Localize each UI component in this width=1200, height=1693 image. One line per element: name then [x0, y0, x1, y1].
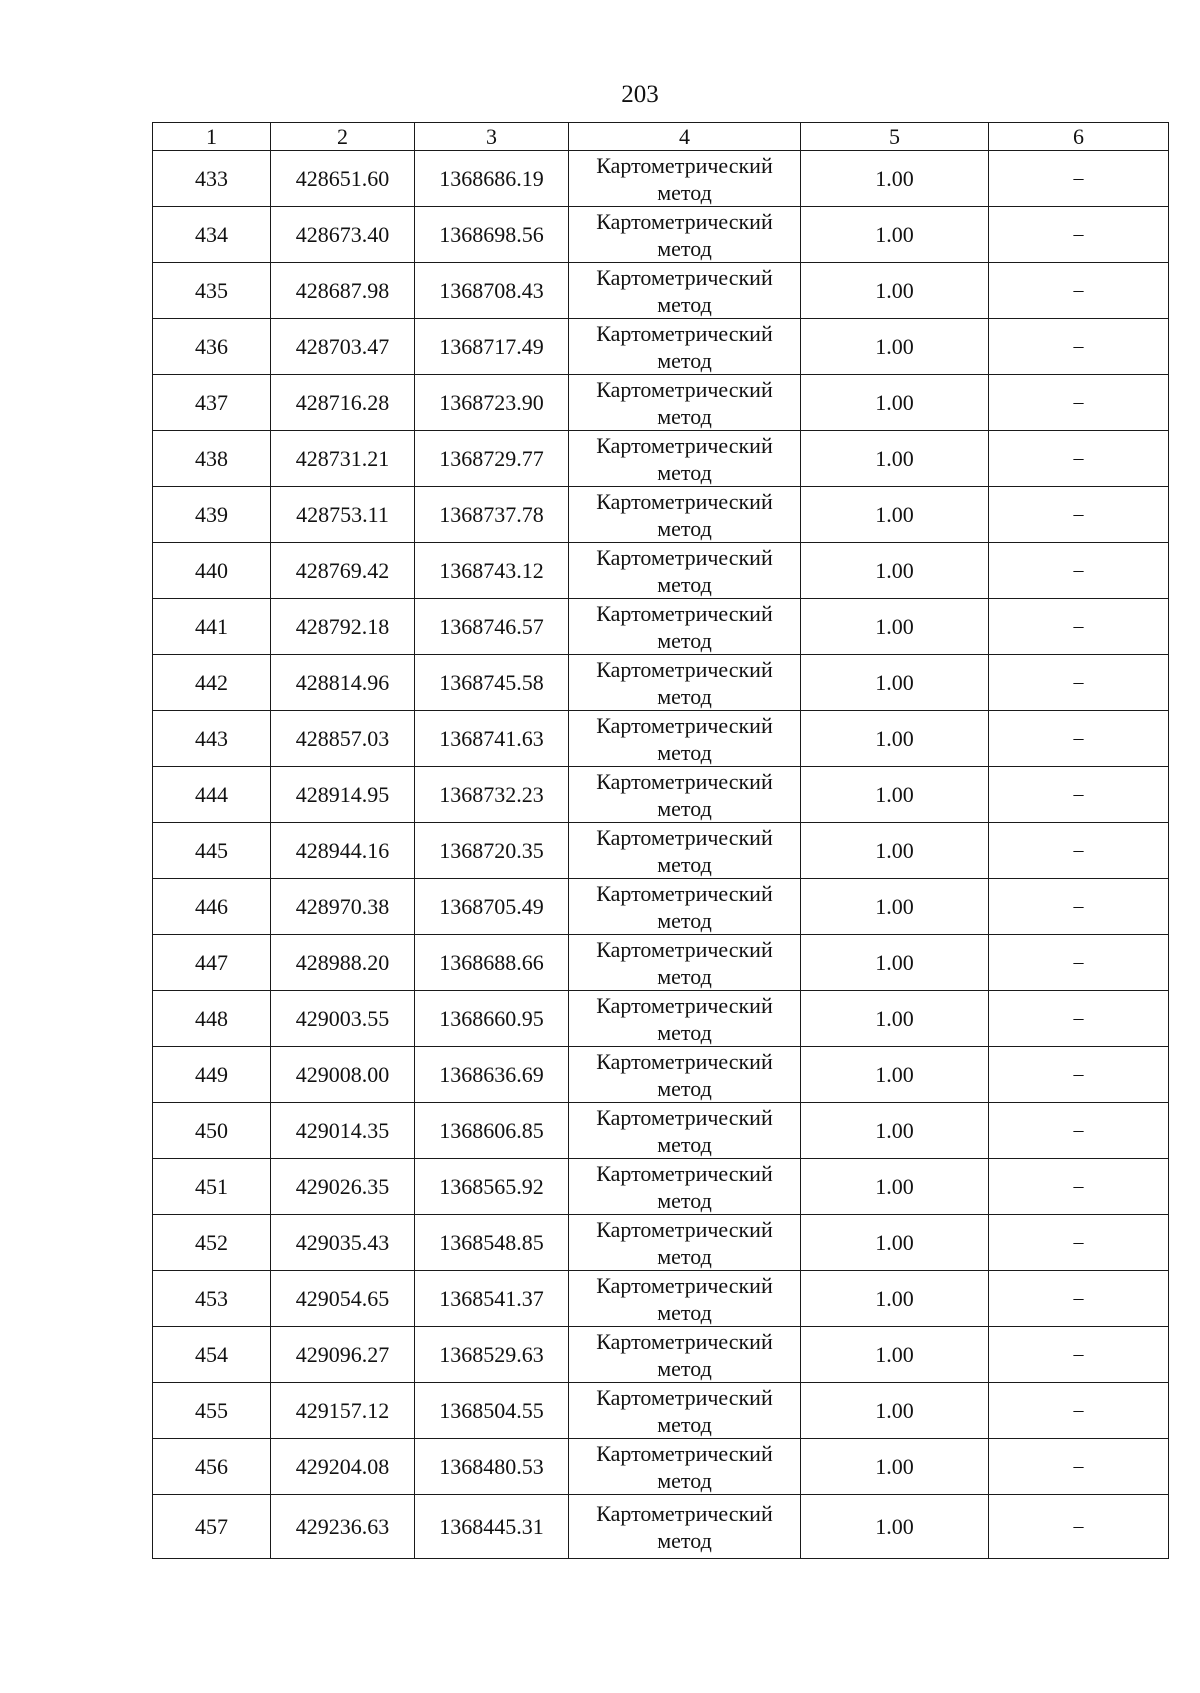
note-cell: –	[989, 879, 1169, 935]
method-line-2: метод	[657, 1131, 712, 1157]
point-number-cell: 438	[153, 431, 271, 487]
method-cell	[569, 935, 801, 991]
note-cell: –	[989, 1327, 1169, 1383]
table-row	[153, 263, 1169, 319]
method-line-1: Картометрический	[596, 208, 773, 234]
table-row	[153, 935, 1169, 991]
method-line-1: Картометрический	[596, 432, 773, 458]
y-coordinate-cell: 1368686.19	[415, 151, 569, 207]
method-line-2: метод	[657, 795, 712, 821]
note-cell: –	[989, 1215, 1169, 1271]
method-cell	[569, 767, 801, 823]
accuracy-cell: 1.00	[801, 1103, 989, 1159]
accuracy-cell: 1.00	[801, 991, 989, 1047]
x-coordinate-cell: 429236.63	[271, 1495, 415, 1559]
note-cell: –	[989, 431, 1169, 487]
note-cell: –	[989, 151, 1169, 207]
point-number-cell: 448	[153, 991, 271, 1047]
method-cell	[569, 823, 801, 879]
table-row	[153, 1047, 1169, 1103]
y-coordinate-cell: 1368741.63	[415, 711, 569, 767]
note-cell: –	[989, 599, 1169, 655]
y-coordinate-cell: 1368565.92	[415, 1159, 569, 1215]
point-number-cell: 456	[153, 1439, 271, 1495]
method-line-1: Картометрический	[596, 1272, 773, 1298]
method-cell	[569, 375, 801, 431]
y-coordinate-cell: 1368504.55	[415, 1383, 569, 1439]
coordinates-table	[152, 122, 1169, 1559]
method-cell	[569, 599, 801, 655]
point-number-cell: 436	[153, 319, 271, 375]
y-coordinate-cell: 1368660.95	[415, 991, 569, 1047]
method-line-2: метод	[657, 683, 712, 709]
y-coordinate-cell: 1368698.56	[415, 207, 569, 263]
method-cell	[569, 543, 801, 599]
accuracy-cell: 1.00	[801, 375, 989, 431]
method-cell	[569, 487, 801, 543]
accuracy-cell: 1.00	[801, 823, 989, 879]
table-row	[153, 1159, 1169, 1215]
accuracy-cell: 1.00	[801, 151, 989, 207]
table-row	[153, 711, 1169, 767]
accuracy-cell: 1.00	[801, 207, 989, 263]
method-line-2: метод	[657, 739, 712, 765]
note-cell: –	[989, 1383, 1169, 1439]
point-number-cell: 434	[153, 207, 271, 263]
x-coordinate-cell: 428687.98	[271, 263, 415, 319]
y-coordinate-cell: 1368729.77	[415, 431, 569, 487]
y-coordinate-cell: 1368745.58	[415, 655, 569, 711]
x-coordinate-cell: 429014.35	[271, 1103, 415, 1159]
method-line-1: Картометрический	[596, 1216, 773, 1242]
method-cell	[569, 1215, 801, 1271]
point-number-cell: 443	[153, 711, 271, 767]
x-coordinate-cell: 428857.03	[271, 711, 415, 767]
accuracy-cell: 1.00	[801, 263, 989, 319]
method-cell	[569, 711, 801, 767]
method-cell	[569, 991, 801, 1047]
method-line-2: метод	[657, 235, 712, 261]
x-coordinate-cell: 428673.40	[271, 207, 415, 263]
note-cell: –	[989, 1159, 1169, 1215]
accuracy-cell: 1.00	[801, 599, 989, 655]
method-line-1: Картометрический	[596, 152, 773, 178]
column-header: 2	[271, 123, 415, 151]
note-cell: –	[989, 1103, 1169, 1159]
note-cell: –	[989, 1271, 1169, 1327]
accuracy-cell: 1.00	[801, 319, 989, 375]
method-line-1: Картометрический	[596, 1048, 773, 1074]
method-line-1: Картометрический	[596, 544, 773, 570]
point-number-cell: 450	[153, 1103, 271, 1159]
point-number-cell: 445	[153, 823, 271, 879]
y-coordinate-cell: 1368529.63	[415, 1327, 569, 1383]
x-coordinate-cell: 428988.20	[271, 935, 415, 991]
note-cell: –	[989, 991, 1169, 1047]
accuracy-cell: 1.00	[801, 431, 989, 487]
table-row	[153, 1103, 1169, 1159]
point-number-cell: 441	[153, 599, 271, 655]
method-cell	[569, 207, 801, 263]
point-number-cell: 447	[153, 935, 271, 991]
y-coordinate-cell: 1368445.31	[415, 1495, 569, 1559]
y-coordinate-cell: 1368548.85	[415, 1215, 569, 1271]
point-number-cell: 451	[153, 1159, 271, 1215]
accuracy-cell: 1.00	[801, 1495, 989, 1559]
method-line-2: метод	[657, 1019, 712, 1045]
y-coordinate-cell: 1368480.53	[415, 1439, 569, 1495]
method-line-2: метод	[657, 627, 712, 653]
method-cell	[569, 263, 801, 319]
point-number-cell: 442	[153, 655, 271, 711]
method-line-2: метод	[657, 851, 712, 877]
point-number-cell: 439	[153, 487, 271, 543]
y-coordinate-cell: 1368708.43	[415, 263, 569, 319]
table-row	[153, 431, 1169, 487]
table-row	[153, 151, 1169, 207]
accuracy-cell: 1.00	[801, 655, 989, 711]
method-line-1: Картометрический	[596, 1160, 773, 1186]
table-row	[153, 1439, 1169, 1495]
method-line-2: метод	[657, 1243, 712, 1269]
y-coordinate-cell: 1368606.85	[415, 1103, 569, 1159]
x-coordinate-cell: 428716.28	[271, 375, 415, 431]
table-row	[153, 1327, 1169, 1383]
note-cell: –	[989, 263, 1169, 319]
x-coordinate-cell: 429008.00	[271, 1047, 415, 1103]
point-number-cell: 446	[153, 879, 271, 935]
note-cell: –	[989, 711, 1169, 767]
table-row	[153, 879, 1169, 935]
method-cell	[569, 655, 801, 711]
note-cell: –	[989, 207, 1169, 263]
method-cell	[569, 151, 801, 207]
note-cell: –	[989, 543, 1169, 599]
method-line-1: Картометрический	[596, 768, 773, 794]
table-row	[153, 207, 1169, 263]
x-coordinate-cell: 428944.16	[271, 823, 415, 879]
method-line-1: Картометрический	[596, 320, 773, 346]
y-coordinate-cell: 1368688.66	[415, 935, 569, 991]
table-row	[153, 487, 1169, 543]
page-number: 203	[621, 81, 659, 108]
method-line-1: Картометрический	[596, 1384, 773, 1410]
method-line-2: метод	[657, 1411, 712, 1437]
method-line-2: метод	[657, 179, 712, 205]
table-header-row	[153, 123, 1169, 151]
accuracy-cell: 1.00	[801, 487, 989, 543]
method-line-1: Картометрический	[596, 936, 773, 962]
table-row	[153, 599, 1169, 655]
method-line-1: Картометрический	[596, 992, 773, 1018]
method-cell	[569, 1495, 801, 1559]
accuracy-cell: 1.00	[801, 879, 989, 935]
method-line-2: метод	[657, 291, 712, 317]
method-line-2: метод	[657, 1187, 712, 1213]
x-coordinate-cell: 428792.18	[271, 599, 415, 655]
note-cell: –	[989, 319, 1169, 375]
note-cell: –	[989, 767, 1169, 823]
note-cell: –	[989, 375, 1169, 431]
method-line-2: метод	[657, 1527, 712, 1553]
method-cell	[569, 1159, 801, 1215]
note-cell: –	[989, 1047, 1169, 1103]
note-cell: –	[989, 655, 1169, 711]
method-line-1: Картометрический	[596, 1440, 773, 1466]
accuracy-cell: 1.00	[801, 1047, 989, 1103]
y-coordinate-cell: 1368737.78	[415, 487, 569, 543]
x-coordinate-cell: 429035.43	[271, 1215, 415, 1271]
method-line-1: Картометрический	[596, 1500, 773, 1526]
method-line-2: метод	[657, 347, 712, 373]
method-cell	[569, 431, 801, 487]
x-coordinate-cell: 428914.95	[271, 767, 415, 823]
table-row	[153, 767, 1169, 823]
method-line-2: метод	[657, 571, 712, 597]
y-coordinate-cell: 1368746.57	[415, 599, 569, 655]
method-cell	[569, 1327, 801, 1383]
y-coordinate-cell: 1368732.23	[415, 767, 569, 823]
note-cell: –	[989, 823, 1169, 879]
y-coordinate-cell: 1368723.90	[415, 375, 569, 431]
note-cell: –	[989, 935, 1169, 991]
method-line-1: Картометрический	[596, 1104, 773, 1130]
point-number-cell: 454	[153, 1327, 271, 1383]
y-coordinate-cell: 1368717.49	[415, 319, 569, 375]
method-line-2: метод	[657, 1299, 712, 1325]
method-cell	[569, 1047, 801, 1103]
x-coordinate-cell: 429054.65	[271, 1271, 415, 1327]
method-line-1: Картометрический	[596, 880, 773, 906]
column-header: 6	[989, 123, 1169, 151]
point-number-cell: 433	[153, 151, 271, 207]
table-row	[153, 1271, 1169, 1327]
x-coordinate-cell: 429026.35	[271, 1159, 415, 1215]
accuracy-cell: 1.00	[801, 1215, 989, 1271]
method-line-2: метод	[657, 1075, 712, 1101]
method-line-1: Картометрический	[596, 376, 773, 402]
method-line-2: метод	[657, 1355, 712, 1381]
accuracy-cell: 1.00	[801, 1271, 989, 1327]
method-line-2: метод	[657, 403, 712, 429]
accuracy-cell: 1.00	[801, 1439, 989, 1495]
x-coordinate-cell: 428731.21	[271, 431, 415, 487]
table-row	[153, 823, 1169, 879]
x-coordinate-cell: 429157.12	[271, 1383, 415, 1439]
column-header: 4	[569, 123, 801, 151]
method-cell	[569, 1271, 801, 1327]
method-line-2: метод	[657, 907, 712, 933]
method-line-2: метод	[657, 459, 712, 485]
column-header: 3	[415, 123, 569, 151]
table-body	[153, 151, 1169, 1559]
point-number-cell: 437	[153, 375, 271, 431]
x-coordinate-cell: 428753.11	[271, 487, 415, 543]
table-row	[153, 1495, 1169, 1559]
method-cell	[569, 1383, 801, 1439]
table-row	[153, 319, 1169, 375]
y-coordinate-cell: 1368743.12	[415, 543, 569, 599]
note-cell: –	[989, 1495, 1169, 1559]
column-header: 5	[801, 123, 989, 151]
y-coordinate-cell: 1368541.37	[415, 1271, 569, 1327]
x-coordinate-cell: 428769.42	[271, 543, 415, 599]
y-coordinate-cell: 1368705.49	[415, 879, 569, 935]
point-number-cell: 457	[153, 1495, 271, 1559]
accuracy-cell: 1.00	[801, 543, 989, 599]
table-row	[153, 991, 1169, 1047]
note-cell: –	[989, 487, 1169, 543]
x-coordinate-cell: 428814.96	[271, 655, 415, 711]
method-line-1: Картометрический	[596, 656, 773, 682]
column-header: 1	[153, 123, 271, 151]
x-coordinate-cell: 429003.55	[271, 991, 415, 1047]
method-line-2: метод	[657, 515, 712, 541]
x-coordinate-cell: 429096.27	[271, 1327, 415, 1383]
table-row	[153, 375, 1169, 431]
accuracy-cell: 1.00	[801, 1327, 989, 1383]
x-coordinate-cell: 429204.08	[271, 1439, 415, 1495]
method-line-1: Картометрический	[596, 824, 773, 850]
accuracy-cell: 1.00	[801, 767, 989, 823]
y-coordinate-cell: 1368720.35	[415, 823, 569, 879]
point-number-cell: 453	[153, 1271, 271, 1327]
table-row	[153, 1383, 1169, 1439]
point-number-cell: 455	[153, 1383, 271, 1439]
method-line-1: Картометрический	[596, 1328, 773, 1354]
accuracy-cell: 1.00	[801, 711, 989, 767]
point-number-cell: 444	[153, 767, 271, 823]
accuracy-cell: 1.00	[801, 1383, 989, 1439]
method-cell	[569, 1439, 801, 1495]
method-cell	[569, 1103, 801, 1159]
accuracy-cell: 1.00	[801, 935, 989, 991]
point-number-cell: 440	[153, 543, 271, 599]
x-coordinate-cell: 428970.38	[271, 879, 415, 935]
method-cell	[569, 879, 801, 935]
method-line-2: метод	[657, 963, 712, 989]
method-line-1: Картометрический	[596, 488, 773, 514]
method-line-2: метод	[657, 1467, 712, 1493]
y-coordinate-cell: 1368636.69	[415, 1047, 569, 1103]
table-row	[153, 655, 1169, 711]
x-coordinate-cell: 428703.47	[271, 319, 415, 375]
method-line-1: Картометрический	[596, 264, 773, 290]
table-row	[153, 1215, 1169, 1271]
point-number-cell: 452	[153, 1215, 271, 1271]
method-line-1: Картометрический	[596, 712, 773, 738]
method-line-1: Картометрический	[596, 600, 773, 626]
x-coordinate-cell: 428651.60	[271, 151, 415, 207]
point-number-cell: 449	[153, 1047, 271, 1103]
table-row	[153, 543, 1169, 599]
method-cell	[569, 319, 801, 375]
note-cell: –	[989, 1439, 1169, 1495]
accuracy-cell: 1.00	[801, 1159, 989, 1215]
point-number-cell: 435	[153, 263, 271, 319]
